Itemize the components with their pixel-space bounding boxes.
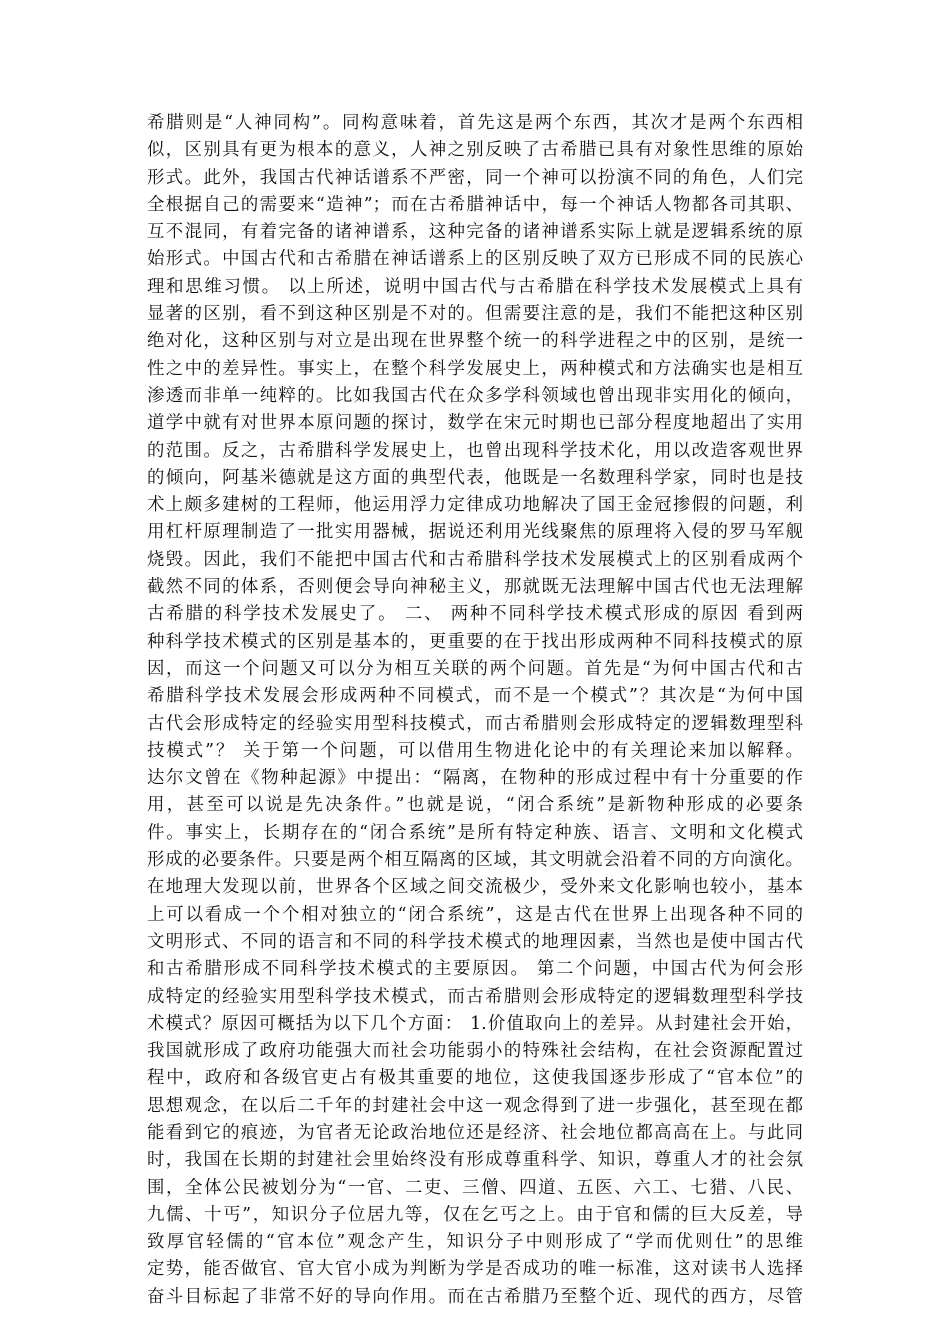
- body-text: [147, 110, 803, 1311]
- text-line: 显著的区别，看不到这种区别是不对的。但需要注意的是，我们不能把这种区别: [147, 304, 803, 325]
- text-line: 古代会形成特定的经验实用型科技模式，而古希腊则会形成特定的逻辑数理型科: [147, 713, 803, 734]
- text-line: 希腊则是“人神同构”。同构意味着，首先这是两个东西，其次才是两个东西相: [147, 113, 803, 133]
- text-line: 因，而这一个问题又可以分为相互关联的两个问题。首先是“为何中国古代和古: [147, 658, 803, 679]
- text-line: 用，甚至可以说是先决条件。”也就是说，“闭合系统”是新物种形成的必要条: [147, 795, 803, 816]
- text-line: 围，全体公民被划分为“一官、二吏、三僧、四道、五医、六工、七猎、八民、: [147, 1177, 803, 1198]
- text-line: 烧毁。因此，我们不能把中国古代和古希腊科学技术发展模式上的区别看成两个: [147, 549, 803, 570]
- text-line: 的范围。反之，古希腊科学发展史上，也曾出现科学技术化，用以改造客观世界: [147, 440, 803, 461]
- text-line: 全根据自己的需要来“造神”；而在古希腊神话中，每一个神话人物都各司其职、: [147, 194, 803, 215]
- text-line: 道学中就有对世界本原问题的探讨，数学在宋元时期也已部分程度地超出了实用: [147, 413, 803, 434]
- text-line: 我国就形成了政府功能强大而社会功能弱小的特殊社会结构，在社会资源配置过: [147, 1041, 803, 1062]
- text-line: 截然不同的体系，否则便会导向神秘主义，那就既无法理解中国古代也无法理解: [147, 577, 803, 598]
- text-line: 成特定的经验实用型科学技术模式，而古希腊则会形成特定的逻辑数理型科学技: [147, 986, 803, 1007]
- text-line: 件。事实上，长期存在的“闭合系统”是所有特定种族、语言、文明和文化模式: [147, 822, 803, 843]
- text-line: 似，区别具有更为根本的意义，人神之别反映了古希腊已具有对象性思维的原始: [147, 140, 803, 161]
- text-line: 九儒、十丐”，知识分子位居九等，仅在乞丐之上。由于官和儒的巨大反差，导: [147, 1204, 803, 1225]
- text-line: 古希腊的科学技术发展史了。 二、 两种不同科学技术模式形成的原因 看到两: [147, 604, 803, 625]
- text-line: 程中，政府和各级官吏占有极其重要的地位，这使我国逐步形成了“官本位”的: [147, 1068, 803, 1089]
- text-line: 术上颇多建树的工程师，他运用浮力定律成功地解决了国王金冠掺假的问题，利: [147, 495, 803, 516]
- text-line: 的倾向，阿基米德就是这方面的典型代表，他既是一名数理科学家，同时也是技: [147, 467, 803, 488]
- text-line: 形成的必要条件。只要是两个相互隔离的区域，其文明就会沿着不同的方向演化。: [147, 850, 803, 871]
- text-line: 用杠杆原理制造了一批实用器械，据说还利用光线聚焦的原理将入侵的罗马军舰: [147, 522, 803, 543]
- text-line: 和古希腊形成不同科学技术模式的主要原因。 第二个问题，中国古代为何会形: [147, 959, 803, 980]
- text-line: 性之中的差异性。事实上，在整个科学发展史上，两种模式和方法确实也是相互: [147, 358, 803, 379]
- text-line: 希腊科学技术发展会形成两种不同模式，而不是一个模式”？其次是“为何中国: [147, 686, 803, 707]
- text-line: 渗透而非单一纯粹的。比如我国古代在众多学科领域也曾出现非实用化的倾向，: [147, 385, 803, 406]
- text-line: 理和思维习惯。 以上所述，说明中国古代与古希腊在科学技术发展模式上具有: [147, 276, 803, 297]
- text-line: 奋斗目标起了非常不好的导向作用。而在古希腊乃至整个近、现代的西方，尽管: [147, 1286, 803, 1307]
- text-line: 达尔文曾在《物种起源》中提出：“隔离，在物种的形成过程中有十分重要的作: [147, 768, 803, 789]
- text-line: 定势，能否做官、官大官小成为判断为学是否成功的唯一标准，这对读书人选择: [147, 1259, 803, 1280]
- text-line: 时，我国在长期的封建社会里始终没有形成尊重科学、知识，尊重人才的社会氛: [147, 1150, 803, 1171]
- text-line: 术模式？原因可概括为以下几个方面： 1.价值取向上的差异。从封建社会开始，: [147, 1013, 803, 1034]
- text-line: 能看到它的痕迹，为官者无论政治地位还是经济、社会地位都高高在上。与此同: [147, 1122, 803, 1143]
- text-line: 致厚官轻儒的“官本位”观念产生，知识分子中则形成了“学而优则仕”的思维: [147, 1232, 803, 1253]
- text-line: 文明形式、不同的语言和不同的科学技术模式的地理因素，当然也是使中国古代: [147, 931, 803, 952]
- text-line: 绝对化，这种区别与对立是出现在世界整个统一的科学进程之中的区别，是统一: [147, 331, 803, 352]
- text-line: 形式。此外，我国古代神话谱系不严密，同一个神可以扮演不同的角色，人们完: [147, 167, 803, 188]
- text-line: 种科学技术模式的区别是基本的，更重要的在于找出形成两种不同科技模式的原: [147, 631, 803, 652]
- text-line: 思想观念，在以后二千年的封建社会中这一观念得到了进一步强化，甚至现在都: [147, 1095, 803, 1116]
- text-line: 互不混同，有着完备的诸神谱系，这种完备的诸神谱系实际上就是逻辑系统的原: [147, 222, 803, 243]
- text-line: 在地理大发现以前，世界各个区域之间交流极少，受外来文化影响也较小，基本: [147, 877, 803, 898]
- text-line: 上可以看成一个个相对独立的“闭合系统”，这是古代在世界上出现各种不同的: [147, 904, 803, 925]
- text-line: 技模式”？ 关于第一个问题，可以借用生物进化论中的有关理论来加以解释。: [147, 740, 803, 761]
- text-line: 始形式。中国古代和古希腊在神话谱系上的区别反映了双方已形成不同的民族心: [147, 249, 803, 270]
